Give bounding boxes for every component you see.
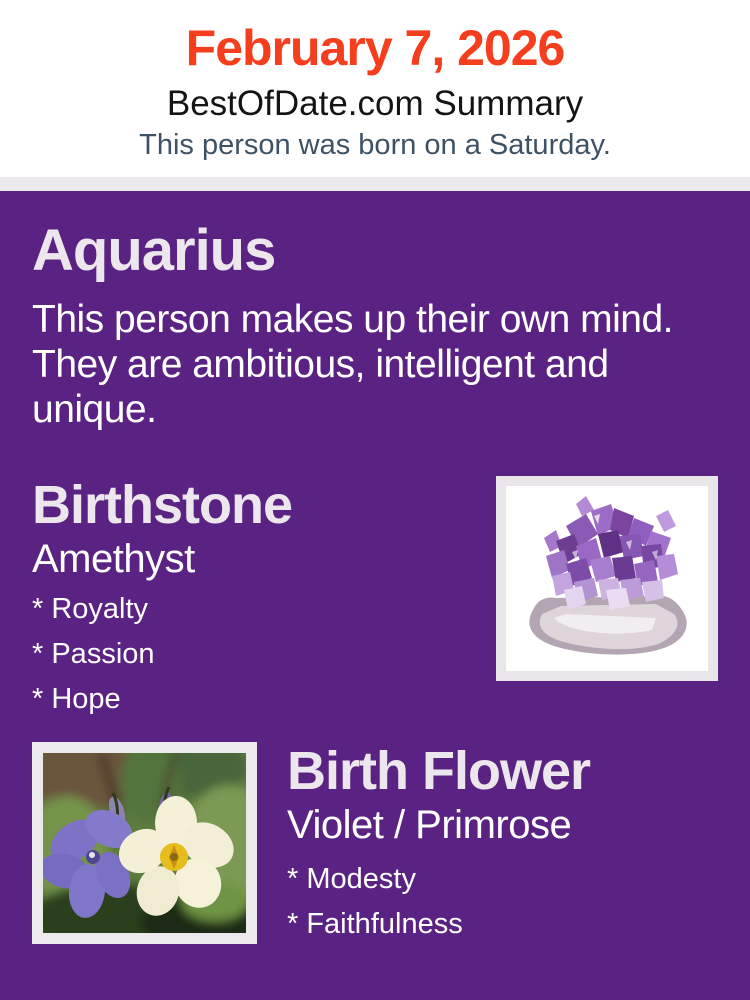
birth-flower-text [287, 742, 718, 939]
weekday-line: This person was born on a Saturday. [139, 129, 611, 161]
divider-strip [0, 177, 750, 191]
birth-flower-traits-list [287, 864, 718, 939]
violet-primrose-image [43, 753, 246, 933]
birthstone-trait: * Passion [32, 638, 155, 670]
birthstone-text [32, 476, 496, 714]
birth-flower-trait: * Faithfulness [287, 908, 463, 940]
amethyst-image [506, 486, 708, 671]
birthstone-heading: Birthstone [32, 475, 292, 535]
page-title-date: February 7, 2026 [185, 20, 565, 76]
birthstone-trait: * Royalty [32, 593, 149, 625]
birthstone-name: Amethyst [32, 537, 195, 581]
birthstone-section [32, 476, 718, 714]
site-summary-label: BestOfDate.com Summary [166, 84, 584, 123]
birth-flower-trait: * Modesty [287, 863, 416, 895]
birthstone-traits-list [32, 594, 496, 714]
zodiac-section [32, 219, 718, 432]
header [0, 0, 750, 177]
details-panel [0, 191, 750, 1000]
birth-flower-heading: Birth Flower [287, 741, 591, 801]
birth-flower-section [32, 742, 718, 944]
birth-flower-photo-frame [32, 742, 257, 944]
birthstone-trait: * Hope [32, 683, 121, 715]
birth-flower-name: Violet / Primrose [287, 803, 572, 847]
birthstone-photo-frame [496, 476, 718, 681]
zodiac-description: This person makes up their own mind. They are ambitious, intelligent and unique. [32, 298, 673, 431]
zodiac-name: Aquarius [32, 218, 276, 283]
